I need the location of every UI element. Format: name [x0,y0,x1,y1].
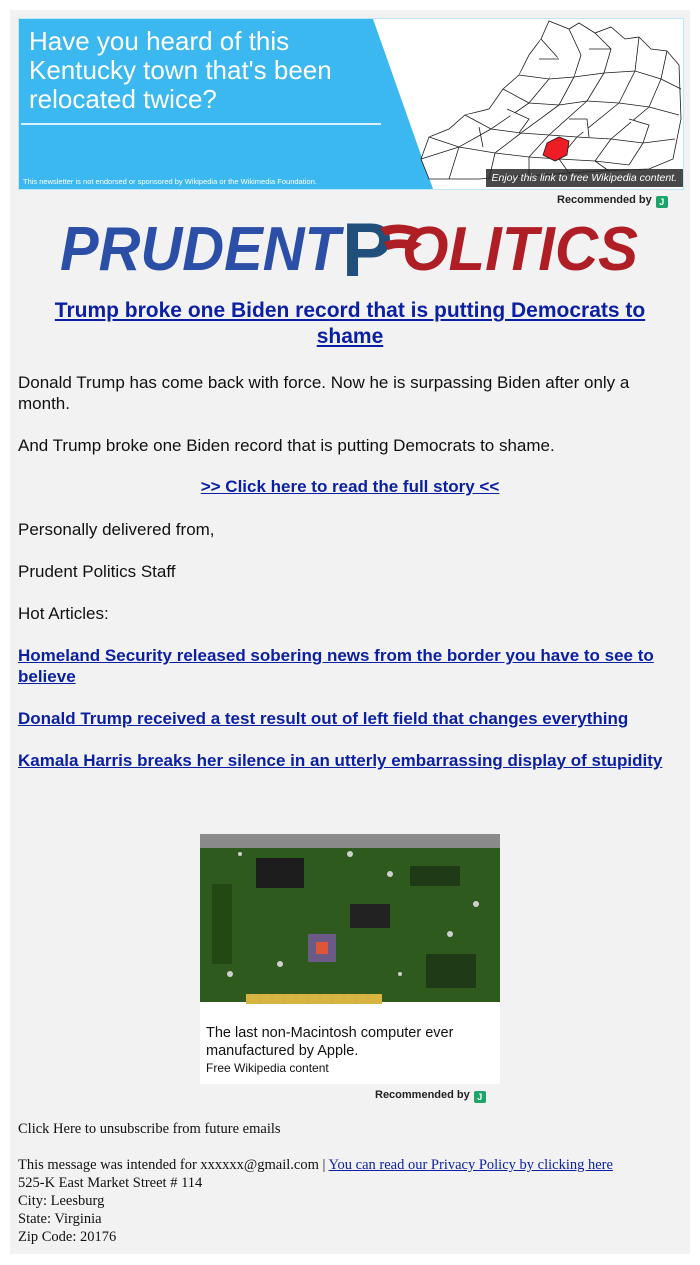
city-line: City: Leesburg [18,1193,105,1209]
jeeng-badge-icon-2: J [474,1091,486,1103]
zip-line: Zip Code: 20176 [18,1229,117,1245]
recommended-by-label-2[interactable] [375,1088,486,1103]
sponsored-card-source: Free Wikipedia content [206,1061,329,1075]
hot-articles-label: Hot Articles: [18,604,109,623]
article-paragraph-1: Donald Trump has come back with force. Now he is surpassing Biden after only a month. [18,373,630,413]
intended-for-text: This message was intended for xxxxxx@gmail.com | [18,1157,329,1173]
banner-divider [21,123,381,125]
jeeng-badge-icon: J [656,196,668,208]
email-body [10,10,690,1254]
address-line: 525-K East Market Street # 114 [18,1175,203,1191]
staff-signature: Prudent Politics Staff [18,562,176,581]
signoff-text: Personally delivered from, [18,520,215,539]
read-full-story-link[interactable]: >> Click here to read the full story << [200,477,500,496]
sponsored-card[interactable] [200,834,500,1084]
banner-headline[interactable]: Have you heard of this Kentucky town that's been relocated twice? [29,26,332,114]
state-line: State: Virginia [18,1211,102,1227]
prudent-politics-logo [50,206,650,284]
unsubscribe-link[interactable]: Click Here to unsubscribe from future emails [18,1121,281,1137]
recommended-by-text-2: Recommended by [375,1089,470,1101]
circuit-board-image [200,834,500,1008]
article-headline-link[interactable]: Trump broke one Biden record that is putting Democrats to shame [54,299,646,348]
hot-article-link-2[interactable]: Donald Trump received a test result out of left field that changes everything [18,709,629,728]
hot-article-link-1[interactable]: Homeland Security released sobering news from the border you have to see to believe [18,646,654,686]
privacy-policy-link[interactable]: You can read our Privacy Policy by clicking here [328,1157,613,1173]
logo-text-prudent: PRUDENT [60,215,345,284]
logo-text-olitics: OLITICS [402,215,638,284]
banner-cta[interactable]: Enjoy this link to free Wikipedia content. [486,169,684,187]
hot-article-link-3[interactable]: Kamala Harris breaks her silence in an utterly embarrassing display of stupidity [18,751,663,770]
ad-banner[interactable] [18,18,684,190]
logo-p-letter: P [342,208,393,284]
sponsored-card-caption[interactable]: The last non-Macintosh computer ever manufactured by Apple. [206,1025,454,1059]
intended-for-line [18,1156,682,1174]
banner-disclaimer: This newsletter is not endorsed or sponsored by Wikipedia or the Wikimedia Foundation. [23,177,317,186]
recommended-by-text: Recommended by [557,194,652,206]
article-paragraph-2: And Trump broke one Biden record that is putting Democrats to shame. [18,436,555,455]
kentucky-county-map [399,19,683,189]
